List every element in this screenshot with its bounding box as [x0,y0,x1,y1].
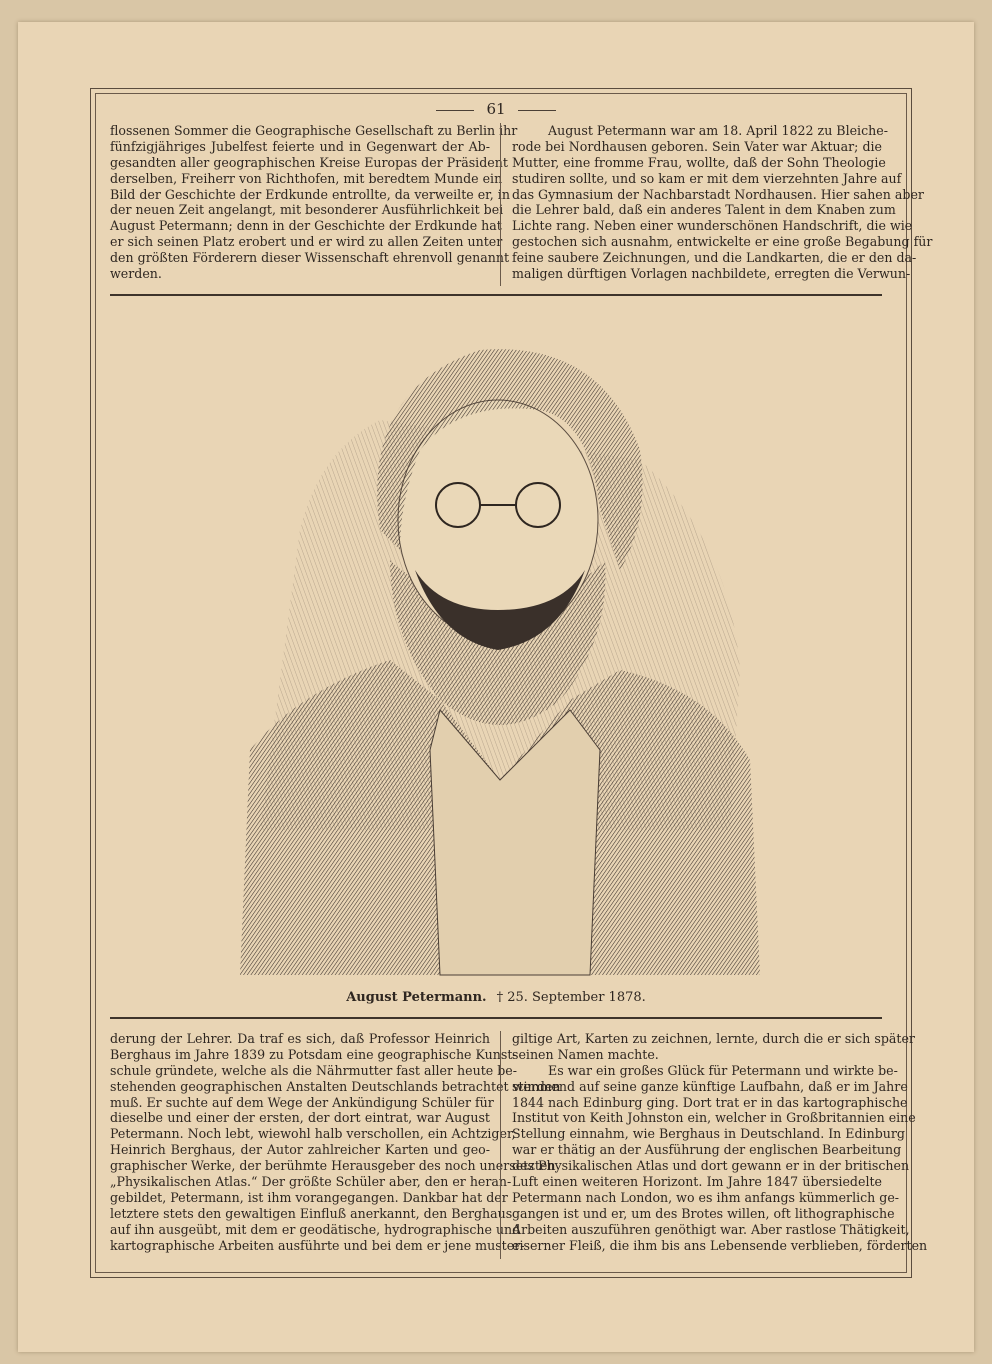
bottom-right-column [512,1031,928,1253]
section-rule-bottom [110,1017,882,1019]
page-number-rule-left [436,110,474,111]
text-line: gestochen sich ausnahm, entwickelte er eine große Begabung für [512,234,933,250]
text-line: flossenen Sommer die Geographische Gesellschaft zu Berlin ihr [110,123,518,138]
text-line: derselben, Freiherr von Richthofen, mit beredtem Munde ein [110,170,503,186]
text-line: Petermann. Noch lebt, wiewohl halb verschollen, ein Achtziger, [110,1126,516,1142]
caption-date: † 25. September 1878. [496,990,646,1005]
text-line: derung der Lehrer. Da traf es sich, daß Professor Heinrich [110,1031,490,1046]
text-line: Mutter, eine fromme Frau, wollte, daß der Sohn Theologie [512,154,886,170]
portrait-caption [0,990,992,1005]
text-line: die Lehrer bald, daß ein anderes Talent in dem Knaben zum [512,202,896,218]
text-line: muß. Er suchte auf dem Wege der Ankündigung Schüler für [110,1094,494,1110]
text-line: kartographische Arbeiten ausführte und bei dem er jene muster- [110,1237,525,1253]
text-line: maligen dürftigen Vorlagen nachbildete, erregten die Verwun- [512,266,911,282]
text-line: rode bei Nordhausen geboren. Sein Vater war Aktuar; die [512,138,882,154]
page-number-rule-right [518,110,556,111]
text-line: feine saubere Zeichnungen, und die Landkarten, die er den da- [512,250,917,266]
top-left-column [110,123,518,282]
text-line: war er thätig an der Ausführung der englischen Bearbeitung [512,1142,902,1158]
text-line: Lichte rang. Neben einer wunderschönen Handschrift, die wie [512,218,913,234]
text-line: stehenden geographischen Anstalten Deutschlands betrachtet werden [110,1078,561,1094]
text-line: Luft einen weiteren Horizont. Im Jahre 1847 übersiedelte [512,1174,882,1190]
text-line: schule gründete, welche als die Nährmutter fast aller heute be- [110,1062,517,1078]
text-line: graphischer Werke, der berühmte Herausgeber des noch unersetzten [110,1158,556,1174]
text-line: August Petermann; denn in der Geschichte der Erdkunde hat [110,218,502,234]
caption-name: August Petermann. [346,990,487,1005]
text-line: den größten Förderern dieser Wissenschaft ehrenvoll genannt [110,250,510,266]
text-line: seinen Namen machte. [512,1046,659,1062]
text-line: der neuen Zeit angelangt, mit besonderer Ausführlichkeit bei [110,202,504,218]
page-number-text: 61 [486,100,506,118]
text-line: Institut von Keith Johnston ein, welcher in Großbritannien eine [512,1110,916,1126]
page-number [0,100,992,118]
text-line: gesandten aller geographischen Kreise Europas der Präsident [110,154,508,170]
portrait-engraving [240,310,760,975]
text-line: werden. [110,266,162,282]
text-line: des Physikalischen Atlas und dort gewann er in der britischen [512,1158,910,1174]
text-line: „Physikalischen Atlas.“ Der größte Schüler aber, den er heran- [110,1174,512,1190]
text-line: Stellung einnahm, wie Berghaus in Deutschland. In Edinburg [512,1126,905,1142]
text-line: August Petermann war am 18. April 1822 zu Bleiche- [548,123,888,138]
bottom-left-column [110,1031,561,1253]
column-divider-bottom [500,1031,501,1259]
text-line: studiren sollte, und so kam er mit dem vierzehnten Jahre auf [512,170,902,186]
text-line: gangen ist und er, um des Brotes willen, oft lithographische [512,1205,895,1221]
text-line: fünfzigjähriges Jubelfest feierte und in Gegenwart der Ab- [110,138,490,154]
text-line: Petermann nach London, wo es ihm anfangs kümmerlich ge- [512,1189,900,1205]
text-line: er sich seinen Platz erobert und er wird zu allen Zeiten unter [110,234,503,250]
text-line: letztere stets den gewaltigen Einfluß anerkannt, den Berghaus [110,1205,513,1221]
text-line: gebildet, Petermann, ist ihm vorangegangen. Dankbar hat der [110,1189,508,1205]
text-line: Bild der Geschichte der Erdkunde entrollte, da verweilte er, in [110,186,510,202]
text-line: Berghaus im Jahre 1839 zu Potsdam eine geographische Kunst- [110,1046,517,1062]
text-line: Arbeiten auszuführen genöthigt war. Aber rastlose Thätigkeit, [512,1221,910,1237]
text-line: Heinrich Berghaus, der Autor zahlreicher Karten und geo- [110,1142,490,1158]
column-divider-top [500,123,501,286]
text-line: auf ihn ausgeübt, mit dem er geodätische, hydrographische und [110,1221,521,1237]
text-line: eiserner Fleiß, die ihm bis ans Lebensende verblieben, förderten [512,1237,928,1253]
text-line: dieselbe und einer der ersten, der dort eintrat, war August [110,1110,490,1126]
section-rule-top [110,294,882,296]
text-line: giltige Art, Karten zu zeichnen, lernte, durch die er sich später [512,1031,915,1046]
text-line: das Gymnasium der Nachbarstadt Nordhausen. Hier sahen aber [512,186,924,202]
text-line: stimmend auf seine ganze künftige Laufbahn, daß er im Jahre [512,1078,908,1094]
text-line: 1844 nach Edinburg ging. Dort trat er in das kartographische [512,1094,908,1110]
top-right-column [512,123,933,282]
text-line: Es war ein großes Glück für Petermann und wirkte be- [548,1062,898,1078]
